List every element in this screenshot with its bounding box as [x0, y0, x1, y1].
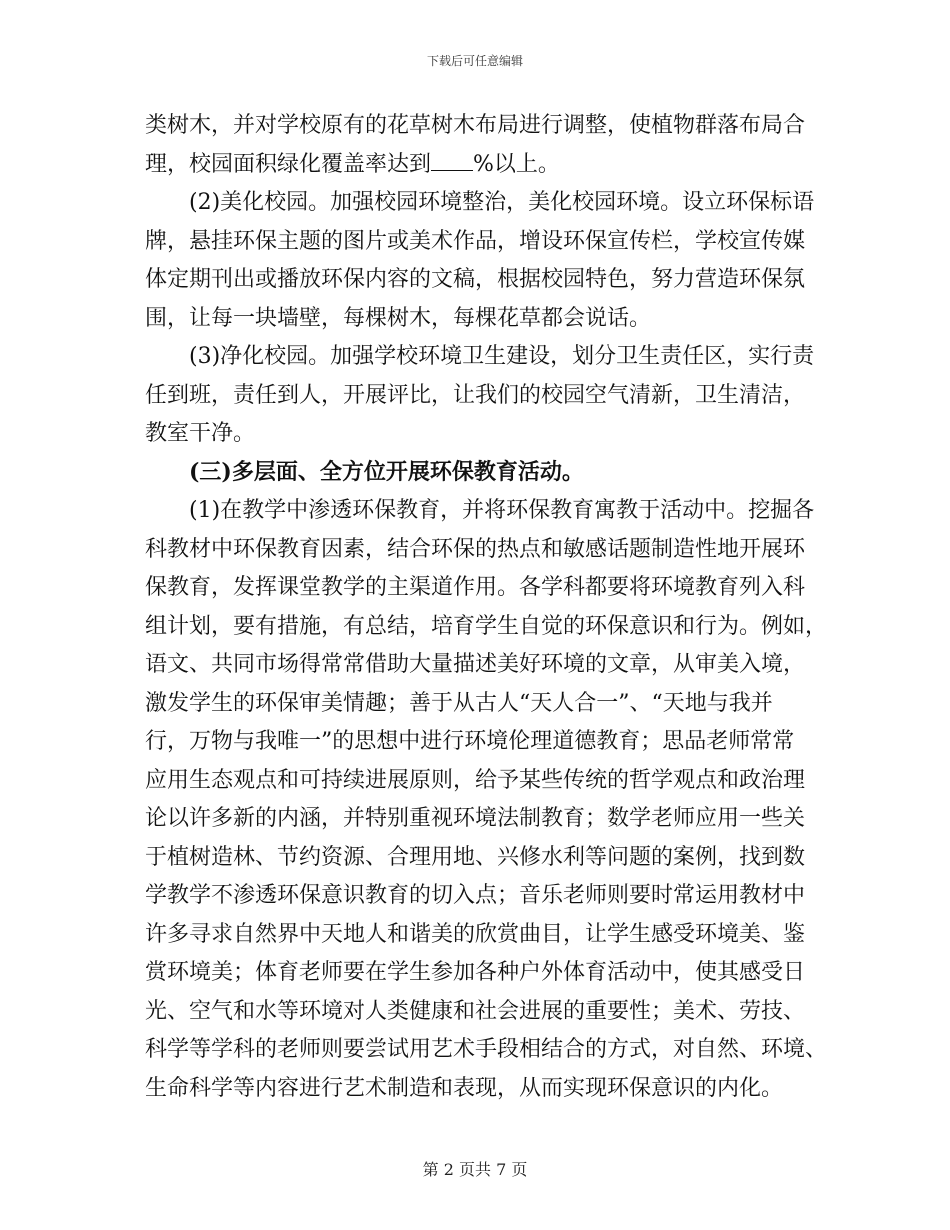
text-line: 论以许多新的内涵，并特别重视环境法制教育；数学老师应用一些关: [145, 806, 806, 831]
text-line: (1)在教学中渗透环保教育，并将环保教育寓教于活动中。挖掘各: [189, 498, 815, 523]
text-span: 理，校园面积绿化覆盖率达到: [145, 151, 432, 177]
text-line: 生命科学等内容进行艺术制造和表现，从而实现环保意识的内化。: [145, 1075, 784, 1101]
text-line: 学教学不渗透环保意识教育的切入点；音乐老师则要时常运用教材中: [145, 883, 806, 908]
text-line: 教室干净。: [145, 421, 256, 446]
text-line: (2)美化校园。加强校园环境整治，美化校园环境。设立环保标语: [189, 190, 815, 215]
text-line: 任到班，责任到人，开展评比，让我们的校园空气清新，卫生清洁，: [145, 382, 806, 408]
text-line: 科学等学科的老师则要尝试用艺术手段相结合的方式，对自然、环境、: [145, 1037, 828, 1062]
text-line: 许多寻求自然界中天地人和谐美的欣赏曲目，让学生感受环境美、鉴: [145, 921, 806, 947]
section-heading: (三)多层面、全方位开展环保教育活动。: [189, 458, 584, 485]
text-line: (3)净化校园。加强学校环境卫生建设，划分卫生责任区，实行责: [189, 344, 815, 369]
text-line: 保教育，发挥课堂教学的主渠道作用。各学科都要将环境教育列入科: [145, 575, 806, 600]
text-line: 类树木，并对学校原有的花草树木布局进行调整，使植物群落布局合: [145, 113, 806, 138]
text-line: 语文、共同市场得常常借助大量描述美好环境的文章，从审美入境，: [145, 652, 806, 677]
text-line: 光、空气和水等环境对人类健康和社会进展的重要性；美术、劳技、: [145, 998, 806, 1024]
page-header: 下载后可任意编辑: [426, 54, 523, 68]
text-line: 科教材中环保教育因素，结合环保的热点和敏感话题制造性地开展环: [145, 536, 806, 562]
document-body: [145, 108, 828, 1106]
fill-in-blank: [431, 148, 473, 171]
text-line: 牌，悬挂环保主题的图片或美术作品，增设环保宣传栏，学校宣传媒: [145, 228, 806, 254]
text-line: 组计划，要有措施，有总结，培育学生自觉的环保意识和行为。例如，: [145, 613, 828, 639]
text-line: 于植树造林、节约资源、合理用地、兴修水利等问题的案例，找到数: [145, 844, 806, 870]
text-line: [145, 147, 810, 182]
text-line: 体定期刊出或播放环保内容的文稿，根据校园特色，努力营造环保氛: [145, 267, 806, 292]
text-line: 激发学生的环保审美情趣；善于从古人“天人合一”、“天地与我并: [145, 690, 773, 716]
text-line: 围，让每一块墙壁，每棵树木，每棵花草都会说话。: [145, 305, 652, 331]
text-line: 应用生态观点和可持续进展原则，给予某些传统的哲学观点和政治理: [145, 767, 806, 793]
page-footer: 第 2 页共 7 页: [422, 1160, 528, 1179]
text-span: %以上。: [473, 151, 560, 177]
text-line: 行，万物与我唯一”的思想中进行环境伦理道德教育；思品老师常常: [145, 729, 795, 754]
text-line: 赏环境美；体育老师要在学生参加各种户外体育活动中，使其感受日: [145, 960, 806, 985]
